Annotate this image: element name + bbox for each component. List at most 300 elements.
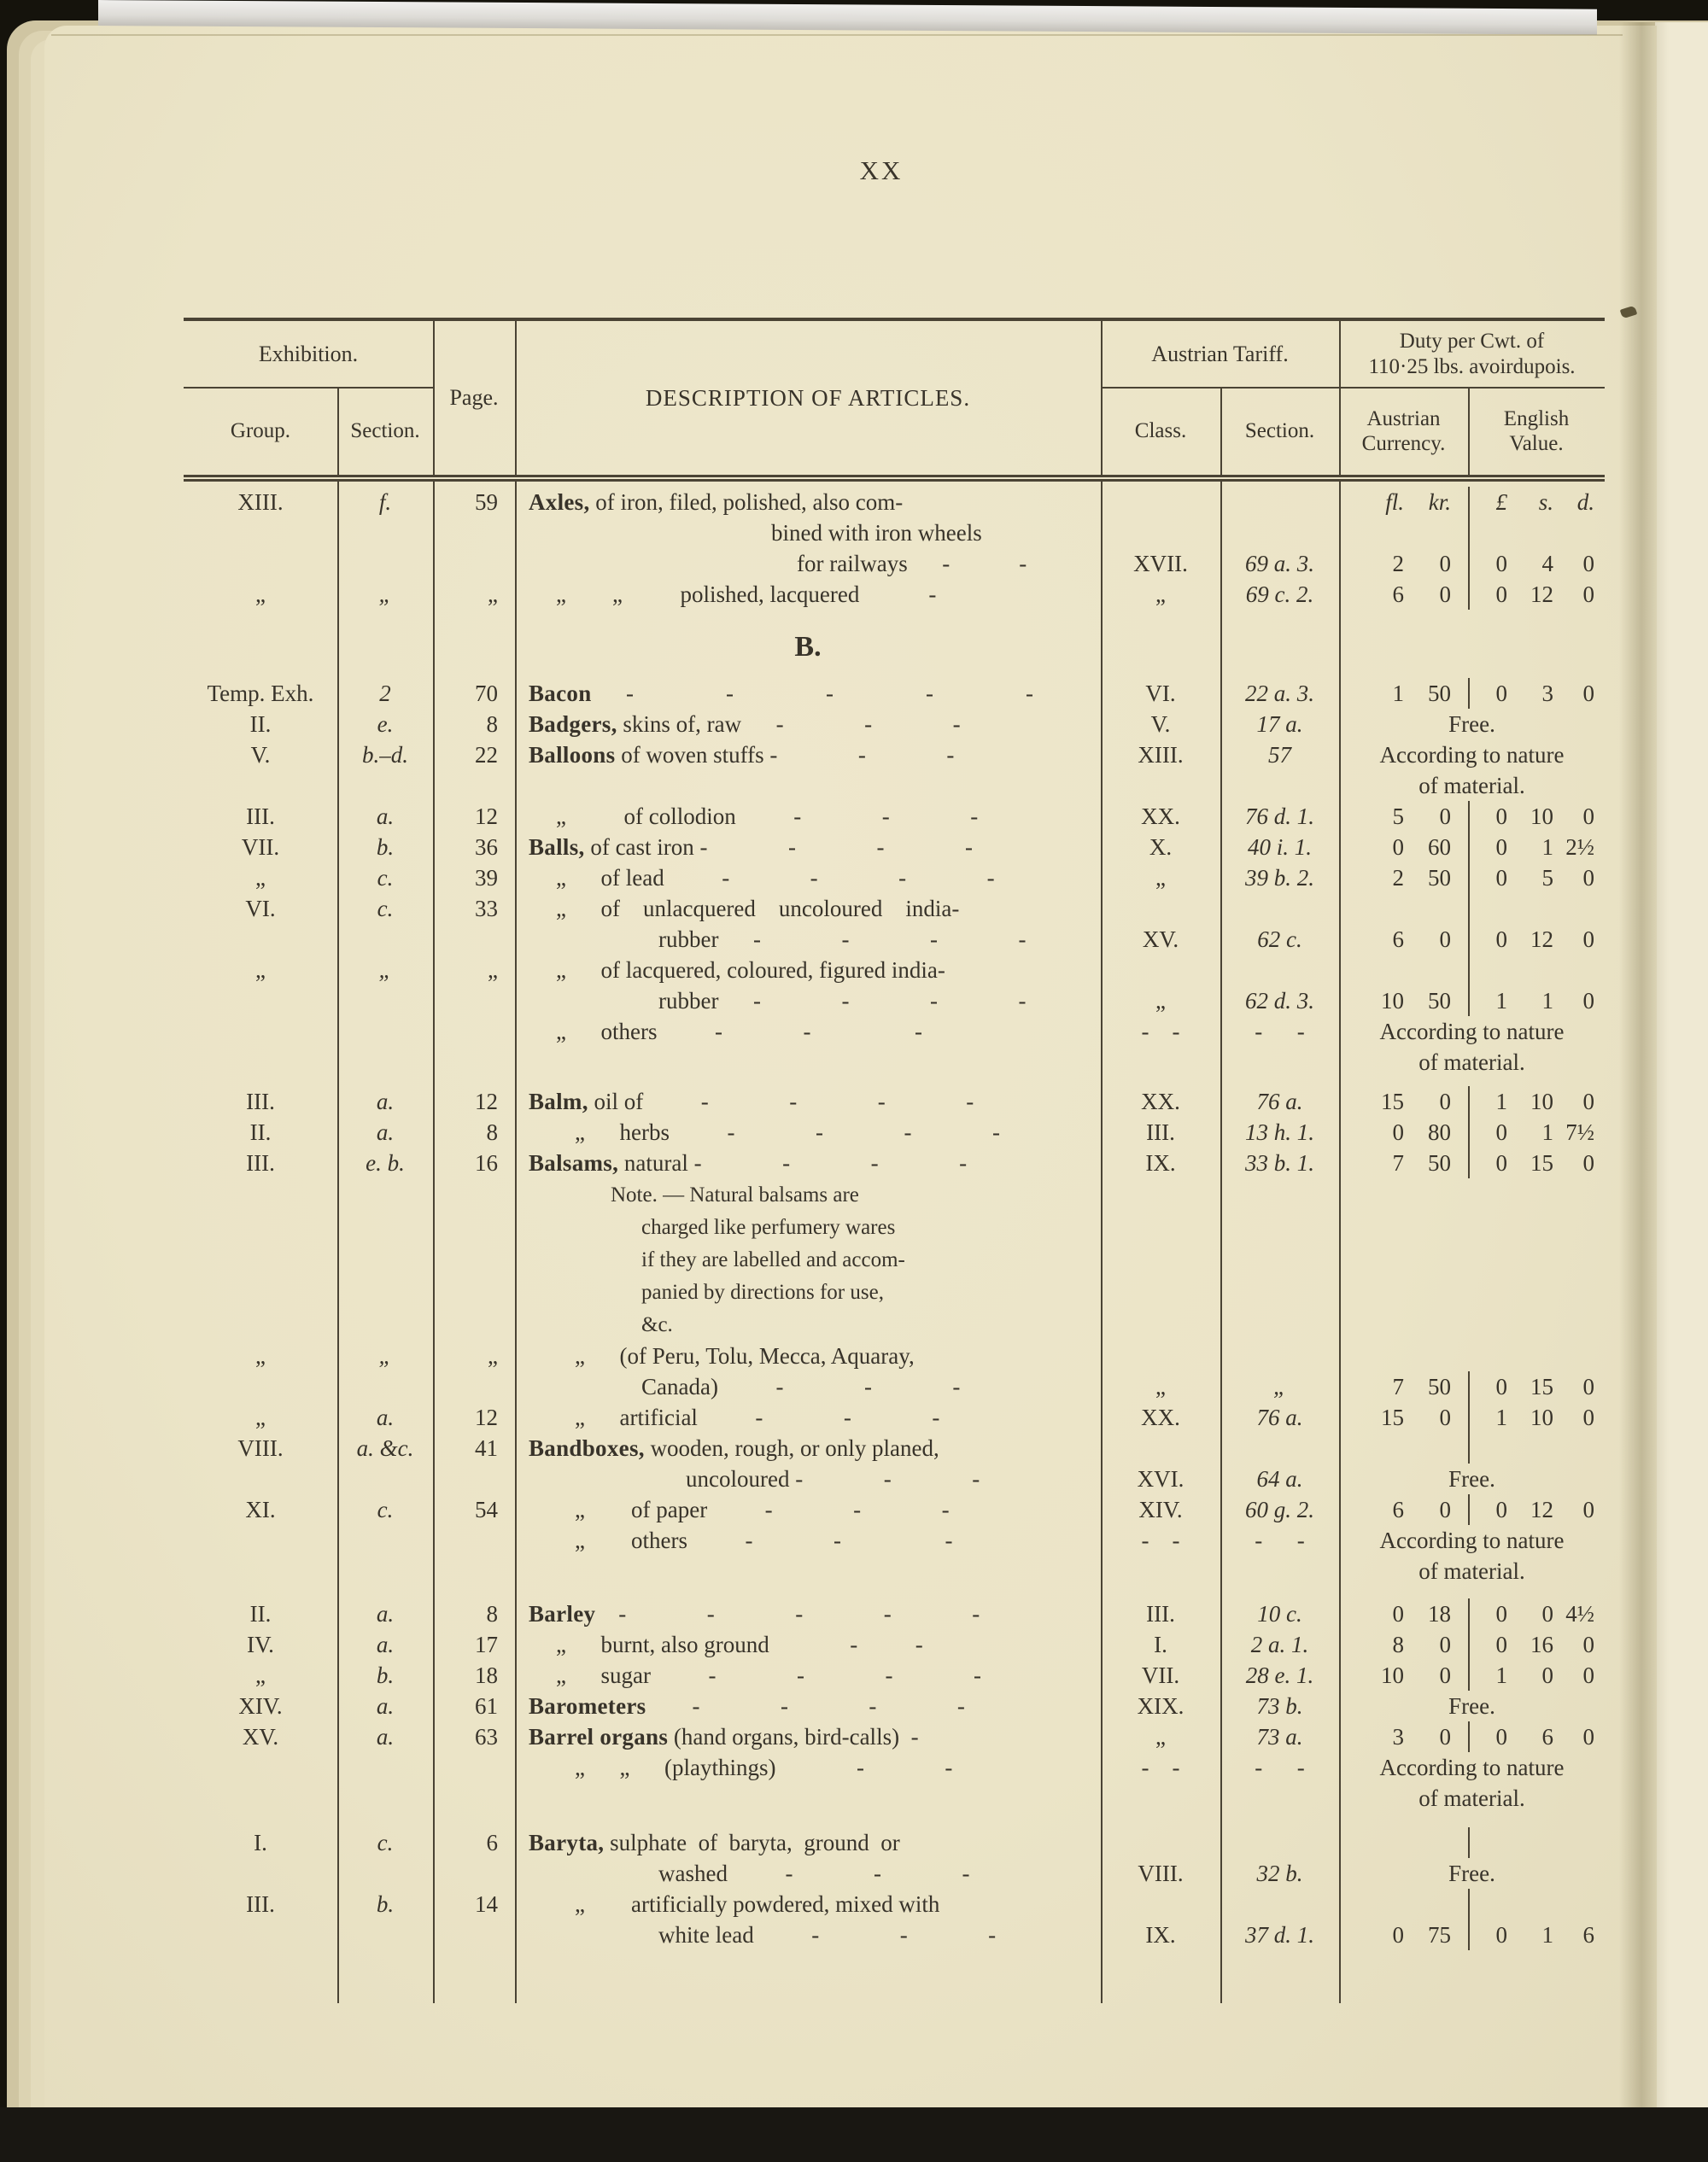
header-subrule bbox=[184, 387, 433, 389]
group-cell: „ bbox=[255, 581, 266, 607]
book-page bbox=[44, 26, 1657, 2153]
duty-pl: 1 bbox=[1495, 1662, 1507, 1688]
duty-kr bbox=[1404, 1433, 1461, 1464]
duty-pl: 1 bbox=[1495, 988, 1507, 1014]
group-cell bbox=[184, 1308, 337, 1341]
duty-kr: 80 bbox=[1428, 1119, 1451, 1145]
duty-cell bbox=[1339, 1721, 1605, 1752]
description-cell: white lead - - - bbox=[658, 1922, 997, 1948]
duty-pl bbox=[1470, 1889, 1507, 1920]
english-value-cell bbox=[1468, 1086, 1605, 1117]
duty-fl: 10 bbox=[1381, 988, 1404, 1014]
duty-ps bbox=[1507, 1341, 1553, 1371]
duty-pd: 0 bbox=[1582, 865, 1594, 891]
class-cell bbox=[1101, 1556, 1220, 1586]
austrian-currency-cell bbox=[1339, 1660, 1468, 1691]
duty-ps: 16 bbox=[1530, 1632, 1553, 1657]
group-cell bbox=[184, 924, 337, 955]
book-gutter-shadow bbox=[1619, 22, 1669, 2162]
page-cell: 70 bbox=[475, 681, 498, 706]
duty-pl: 0 bbox=[1495, 1724, 1507, 1750]
duty-pl: 0 bbox=[1495, 1497, 1507, 1522]
english-value-cell bbox=[1468, 1433, 1605, 1464]
description-cell: Barrel organs (hand organs, bird-calls) - bbox=[529, 1724, 919, 1750]
section-cell: b. bbox=[376, 1891, 395, 1917]
duty-cell bbox=[1339, 709, 1605, 739]
english-value-cell bbox=[1468, 1402, 1605, 1433]
section-cell: a. bbox=[376, 1089, 395, 1114]
tariff-section-cell: 76 a. bbox=[1256, 1405, 1303, 1430]
duty-kr: 50 bbox=[1428, 988, 1451, 1014]
table-row bbox=[184, 1660, 1605, 1691]
duty-ps: 15 bbox=[1530, 1374, 1553, 1399]
english-value-cell bbox=[1468, 678, 1605, 709]
duty-fl: 5 bbox=[1392, 803, 1404, 829]
description-cell: Balsams, natural - - - - bbox=[529, 1150, 968, 1176]
table-row bbox=[184, 739, 1605, 770]
austrian-currency-cell bbox=[1339, 1494, 1468, 1525]
table-row bbox=[184, 1783, 1605, 1814]
description-cell: Balls, of cast iron - - - - bbox=[529, 834, 974, 860]
page-cell bbox=[433, 1371, 515, 1402]
group-cell: XIII. bbox=[237, 489, 284, 515]
duty-fl bbox=[1339, 517, 1404, 548]
duty-fl: 3 bbox=[1392, 1724, 1404, 1750]
group-cell bbox=[184, 1525, 337, 1556]
duty-cell bbox=[1339, 1086, 1605, 1117]
tariff-section-cell: 60 g. 2. bbox=[1245, 1497, 1314, 1522]
duty-kr: 0 bbox=[1439, 1405, 1451, 1430]
page-cell: 18 bbox=[475, 1662, 498, 1688]
page-cell: 36 bbox=[475, 834, 498, 860]
tariff-section-cell: 39 b. 2. bbox=[1245, 865, 1314, 891]
duty-cell bbox=[1339, 770, 1605, 801]
class-cell: IX. bbox=[1145, 1922, 1176, 1948]
english-value-cell bbox=[1468, 1117, 1605, 1148]
duty-pd: 0 bbox=[1582, 681, 1594, 706]
page-cell bbox=[433, 924, 515, 955]
table-row bbox=[184, 862, 1605, 893]
description-cell: Bacon - - - - - bbox=[529, 681, 1033, 706]
group-cell bbox=[184, 1047, 337, 1078]
table-row bbox=[184, 1016, 1605, 1047]
english-value-cell bbox=[1468, 1920, 1605, 1950]
duty-ps: 10 bbox=[1530, 1405, 1553, 1430]
description-cell: Barley - - - - - bbox=[529, 1601, 980, 1627]
class-cell bbox=[1101, 1827, 1220, 1858]
duty-fl: 0 bbox=[1392, 1922, 1404, 1948]
austrian-currency-cell bbox=[1339, 832, 1468, 862]
duty-cell bbox=[1339, 1556, 1605, 1586]
column-line bbox=[1220, 388, 1222, 475]
description-cell: Axles, of iron, filed, polished, also com- bbox=[529, 489, 904, 515]
duty-ps bbox=[1507, 1276, 1553, 1308]
group-cell: VIII. bbox=[237, 1435, 284, 1461]
duty-ps bbox=[1507, 1243, 1553, 1276]
page-cell: 33 bbox=[475, 896, 498, 921]
class-cell: - - bbox=[1141, 1755, 1180, 1780]
duty-ps: s. bbox=[1538, 489, 1553, 515]
duty-pl bbox=[1470, 517, 1507, 548]
section-cell: c. bbox=[377, 896, 394, 921]
table-row bbox=[184, 1433, 1605, 1464]
duty-span-text: of material. bbox=[1418, 773, 1525, 798]
tariff-section-cell bbox=[1220, 1341, 1339, 1371]
tariff-section-cell: 73 b. bbox=[1256, 1693, 1303, 1719]
class-cell: „ bbox=[1155, 581, 1166, 607]
english-value-cell bbox=[1468, 1211, 1605, 1243]
header-austrian-tariff: Austrian Tariff. bbox=[1151, 342, 1289, 366]
page-cell bbox=[433, 1525, 515, 1556]
duty-pd: 0 bbox=[1582, 581, 1594, 607]
tariff-section-cell: 73 a. bbox=[1256, 1724, 1303, 1750]
description-cell: Bandboxes, wooden, rough, or only planed, bbox=[529, 1435, 939, 1461]
duty-pd: 0 bbox=[1582, 1150, 1594, 1176]
duty-ps bbox=[1507, 1178, 1553, 1211]
english-value-cell bbox=[1468, 832, 1605, 862]
duty-pl: 0 bbox=[1495, 926, 1507, 952]
duty-cell bbox=[1339, 548, 1605, 579]
austrian-currency-cell bbox=[1339, 1276, 1468, 1308]
english-value-cell bbox=[1468, 1494, 1605, 1525]
page-cell: 17 bbox=[475, 1632, 498, 1657]
table-row bbox=[184, 1920, 1605, 1950]
section-cell bbox=[337, 924, 433, 955]
page-cell bbox=[433, 1783, 515, 1814]
duty-kr: 0 bbox=[1439, 1632, 1451, 1657]
austrian-currency-cell bbox=[1339, 487, 1468, 517]
table-row bbox=[184, 1178, 1605, 1211]
class-cell: XIX. bbox=[1137, 1693, 1184, 1719]
header-austrian-currency-line1: Austrian bbox=[1366, 407, 1441, 430]
tariff-section-cell bbox=[1220, 1889, 1339, 1920]
duty-cell bbox=[1339, 1371, 1605, 1402]
table-row bbox=[184, 1629, 1605, 1660]
austrian-currency-cell bbox=[1339, 1598, 1468, 1629]
section-letter: B. bbox=[794, 631, 822, 663]
header-duty-line2: 110·25 lbs. avoirdupois. bbox=[1368, 355, 1576, 378]
duty-pd: 0 bbox=[1582, 926, 1594, 952]
section-cell bbox=[337, 1858, 433, 1889]
duty-cell bbox=[1339, 1598, 1605, 1629]
group-cell: „ bbox=[255, 1343, 266, 1369]
group-cell: II. bbox=[249, 711, 272, 737]
duty-cell bbox=[1339, 1494, 1605, 1525]
duty-pl: 0 bbox=[1495, 551, 1507, 576]
duty-fl bbox=[1339, 1243, 1404, 1276]
section-cell: a. bbox=[376, 803, 395, 829]
class-cell: X. bbox=[1149, 834, 1173, 860]
duty-ps bbox=[1507, 1308, 1553, 1341]
duty-pd bbox=[1553, 1308, 1598, 1341]
duty-pl bbox=[1470, 1211, 1507, 1243]
table-row bbox=[184, 548, 1605, 579]
duty-cell bbox=[1339, 955, 1605, 985]
duty-fl: 1 bbox=[1392, 681, 1404, 706]
table-row bbox=[184, 1721, 1605, 1752]
duty-cell bbox=[1339, 1402, 1605, 1433]
description-cell: „ sugar - - - - bbox=[556, 1662, 981, 1688]
table-row bbox=[184, 1047, 1605, 1078]
group-cell: III. bbox=[246, 1150, 275, 1176]
section-cell: f. bbox=[378, 489, 392, 515]
duty-cell bbox=[1339, 1525, 1605, 1556]
column-line bbox=[1101, 321, 1103, 475]
class-cell: „ bbox=[1155, 865, 1166, 891]
page-cell bbox=[433, 770, 515, 801]
duty-kr bbox=[1404, 893, 1461, 924]
duty-pl bbox=[1470, 893, 1507, 924]
section-cell: a. &c. bbox=[356, 1435, 414, 1461]
tariff-section-cell: - - bbox=[1255, 1019, 1305, 1044]
description-cell: „ of unlacquered uncoloured india- bbox=[556, 896, 960, 921]
class-cell: XVII. bbox=[1133, 551, 1188, 576]
table-row bbox=[184, 1276, 1605, 1308]
group-cell: XV. bbox=[242, 1724, 279, 1750]
english-value-cell bbox=[1468, 1341, 1605, 1371]
page-crease bbox=[51, 34, 1623, 36]
group-cell: „ bbox=[255, 865, 266, 891]
duty-pl bbox=[1470, 1243, 1507, 1276]
duty-cell bbox=[1339, 1341, 1605, 1371]
section-cell bbox=[337, 1783, 433, 1814]
duty-pl bbox=[1470, 1178, 1507, 1211]
austrian-currency-cell bbox=[1339, 678, 1468, 709]
duty-cell bbox=[1339, 985, 1605, 1016]
page-cell bbox=[433, 1464, 515, 1494]
duty-pl: 0 bbox=[1495, 1601, 1507, 1627]
tariff-section-cell bbox=[1220, 1276, 1339, 1308]
section-cell bbox=[337, 1525, 433, 1556]
section-cell: e. bbox=[377, 711, 394, 737]
english-value-cell bbox=[1468, 955, 1605, 985]
duty-fl: 15 bbox=[1381, 1405, 1404, 1430]
class-cell: XV. bbox=[1142, 926, 1179, 952]
duty-kr: 0 bbox=[1439, 803, 1451, 829]
duty-ps: 15 bbox=[1530, 1150, 1553, 1176]
tariff-section-cell bbox=[1220, 1433, 1339, 1464]
description-cell: Balm, oil of - - - - bbox=[529, 1089, 974, 1114]
group-cell bbox=[184, 1464, 337, 1494]
duty-ps: 3 bbox=[1541, 681, 1553, 706]
class-cell: III. bbox=[1146, 1601, 1175, 1627]
english-value-cell bbox=[1468, 548, 1605, 579]
description-cell: rubber - - - - bbox=[658, 926, 1027, 952]
duty-cell bbox=[1339, 1433, 1605, 1464]
group-cell bbox=[184, 1243, 337, 1276]
duty-pd: 7½ bbox=[1565, 1119, 1594, 1145]
tariff-section-cell bbox=[1220, 770, 1339, 801]
duty-cell bbox=[1339, 579, 1605, 610]
duty-kr bbox=[1404, 1889, 1461, 1920]
column-line bbox=[337, 388, 339, 475]
tariff-section-cell bbox=[1220, 893, 1339, 924]
section-cell bbox=[337, 1920, 433, 1950]
duty-cell bbox=[1339, 1752, 1605, 1783]
section-cell bbox=[337, 1556, 433, 1586]
group-cell: I. bbox=[254, 1830, 267, 1855]
duty-pd: 2½ bbox=[1565, 834, 1594, 860]
header-austrian-currency-line2: Currency. bbox=[1361, 432, 1446, 455]
section-cell bbox=[337, 1371, 433, 1402]
section-cell bbox=[337, 548, 433, 579]
duty-cell bbox=[1339, 893, 1605, 924]
class-cell bbox=[1101, 955, 1220, 985]
description-cell: Baryta, sulphate of baryta, ground or bbox=[529, 1830, 900, 1855]
duty-fl: 15 bbox=[1381, 1089, 1404, 1114]
header-austrian-currency bbox=[1339, 388, 1468, 475]
header-description: DESCRIPTION OF ARTICLES. bbox=[645, 384, 971, 411]
tariff-section-cell bbox=[1220, 1243, 1339, 1276]
description-cell: &c. bbox=[641, 1313, 673, 1336]
page-cell bbox=[433, 1243, 515, 1276]
tariff-section-cell: 76 a. bbox=[1256, 1089, 1303, 1114]
page-cell: 14 bbox=[475, 1891, 498, 1917]
duty-fl bbox=[1339, 1889, 1404, 1920]
duty-kr: 0 bbox=[1439, 1497, 1451, 1522]
table-row bbox=[184, 801, 1605, 832]
section-cell bbox=[337, 770, 433, 801]
austrian-currency-cell bbox=[1339, 1117, 1468, 1148]
duty-pl: 0 bbox=[1495, 1922, 1507, 1948]
description-cell bbox=[515, 1783, 1101, 1814]
table-row bbox=[184, 1556, 1605, 1586]
table-row bbox=[184, 1117, 1605, 1148]
description-cell: „ of lead - - - - bbox=[556, 865, 995, 891]
duty-ps bbox=[1507, 1433, 1553, 1464]
table-row bbox=[184, 579, 1605, 610]
english-value-cell bbox=[1468, 1721, 1605, 1752]
duty-kr: 0 bbox=[1439, 1089, 1451, 1114]
description-cell: „ artificial - - - bbox=[575, 1405, 940, 1430]
duty-ps bbox=[1507, 517, 1553, 548]
description-cell: rubber - - - - bbox=[658, 988, 1027, 1014]
duty-cell bbox=[1339, 1276, 1605, 1308]
group-cell bbox=[184, 1016, 337, 1047]
section-cell: a. bbox=[376, 1632, 395, 1657]
duty-kr bbox=[1404, 955, 1461, 985]
duty-pd bbox=[1553, 893, 1598, 924]
duty-kr: 60 bbox=[1428, 834, 1451, 860]
class-cell bbox=[1101, 1178, 1220, 1211]
class-cell bbox=[1101, 893, 1220, 924]
duty-cell bbox=[1339, 1148, 1605, 1178]
duty-ps bbox=[1507, 893, 1553, 924]
description-cell: „ „ polished, lacquered - bbox=[556, 581, 937, 607]
english-value-cell bbox=[1468, 517, 1605, 548]
class-cell: XIV. bbox=[1138, 1497, 1183, 1522]
class-cell bbox=[1101, 1308, 1220, 1341]
class-cell: - - bbox=[1141, 1528, 1180, 1553]
table-row bbox=[184, 1243, 1605, 1276]
header-english-value-line1: English bbox=[1503, 407, 1570, 430]
duty-fl bbox=[1339, 1276, 1404, 1308]
english-value-cell bbox=[1468, 1308, 1605, 1341]
duty-pl: 0 bbox=[1495, 1632, 1507, 1657]
table-row bbox=[184, 517, 1605, 548]
table-row bbox=[184, 1086, 1605, 1117]
duty-ps bbox=[1507, 1211, 1553, 1243]
header-duty-line1: Duty per Cwt. of bbox=[1399, 330, 1545, 353]
duty-cell bbox=[1339, 1858, 1605, 1889]
table-row bbox=[184, 1402, 1605, 1433]
page-cell bbox=[433, 1920, 515, 1950]
group-cell bbox=[184, 1858, 337, 1889]
duty-ps: 12 bbox=[1530, 926, 1553, 952]
section-cell bbox=[337, 1464, 433, 1494]
duty-kr bbox=[1404, 1276, 1461, 1308]
section-cell: a. bbox=[376, 1693, 395, 1719]
duty-pl bbox=[1470, 1276, 1507, 1308]
class-cell bbox=[1101, 517, 1220, 548]
description-cell: „ others - - - bbox=[575, 1528, 953, 1553]
duty-kr: 0 bbox=[1439, 551, 1451, 576]
tariff-section-cell: 10 c. bbox=[1257, 1601, 1302, 1627]
page-cell: 12 bbox=[475, 1089, 498, 1114]
group-cell bbox=[184, 1556, 337, 1586]
table-row bbox=[184, 487, 1605, 517]
duty-kr: 0 bbox=[1439, 1724, 1451, 1750]
description-cell: Canada) - - - bbox=[641, 1374, 961, 1399]
section-cell bbox=[337, 1016, 433, 1047]
duty-pl: 0 bbox=[1495, 1119, 1507, 1145]
class-cell bbox=[1101, 770, 1220, 801]
english-value-cell bbox=[1468, 1827, 1605, 1858]
group-cell: III. bbox=[246, 1089, 275, 1114]
section-cell bbox=[337, 1211, 433, 1243]
duty-pl bbox=[1470, 1341, 1507, 1371]
section-cell bbox=[337, 1243, 433, 1276]
duty-pd bbox=[1553, 1433, 1598, 1464]
group-cell: „ bbox=[255, 957, 266, 983]
page-cell bbox=[433, 1858, 515, 1889]
duty-ps: 4 bbox=[1541, 551, 1553, 576]
header-exhibition-section: Section. bbox=[350, 419, 420, 442]
group-cell bbox=[184, 1276, 337, 1308]
description-cell: washed - - - bbox=[658, 1861, 970, 1886]
table-row bbox=[184, 1371, 1605, 1402]
page-cell: 12 bbox=[475, 803, 498, 829]
tariff-section-cell: 40 i. 1. bbox=[1247, 834, 1312, 860]
description-cell: „ of paper - - - bbox=[575, 1497, 950, 1522]
austrian-currency-cell bbox=[1339, 801, 1468, 832]
header-exhibition: Exhibition. bbox=[258, 342, 359, 366]
duty-kr bbox=[1404, 1211, 1461, 1243]
tariff-section-cell bbox=[1220, 1308, 1339, 1341]
duty-ps: 1 bbox=[1541, 1119, 1553, 1145]
scan-background bbox=[0, 2107, 1708, 2162]
group-cell: III. bbox=[246, 803, 275, 829]
page-cell: 8 bbox=[486, 711, 498, 737]
duty-span-text: According to nature bbox=[1379, 1528, 1565, 1553]
duty-cell bbox=[1339, 1783, 1605, 1814]
table-row bbox=[184, 1752, 1605, 1783]
duty-cell bbox=[1339, 487, 1605, 517]
table-row bbox=[184, 1464, 1605, 1494]
duty-ps: 6 bbox=[1541, 1724, 1553, 1750]
tariff-section-cell: - - bbox=[1255, 1528, 1305, 1553]
description-cell: Barometers - - - - bbox=[529, 1693, 965, 1719]
tariff-section-cell: 33 b. 1. bbox=[1245, 1150, 1314, 1176]
austrian-currency-cell bbox=[1339, 1211, 1468, 1243]
english-value-cell bbox=[1468, 1598, 1605, 1629]
duty-pd bbox=[1553, 1341, 1598, 1371]
duty-ps: 12 bbox=[1530, 1497, 1553, 1522]
duty-pl bbox=[1470, 1308, 1507, 1341]
duty-fl: 6 bbox=[1392, 1497, 1404, 1522]
description-cell: Balloons of woven stuffs - - - bbox=[529, 742, 955, 768]
tariff-section-cell: 17 a. bbox=[1256, 711, 1303, 737]
